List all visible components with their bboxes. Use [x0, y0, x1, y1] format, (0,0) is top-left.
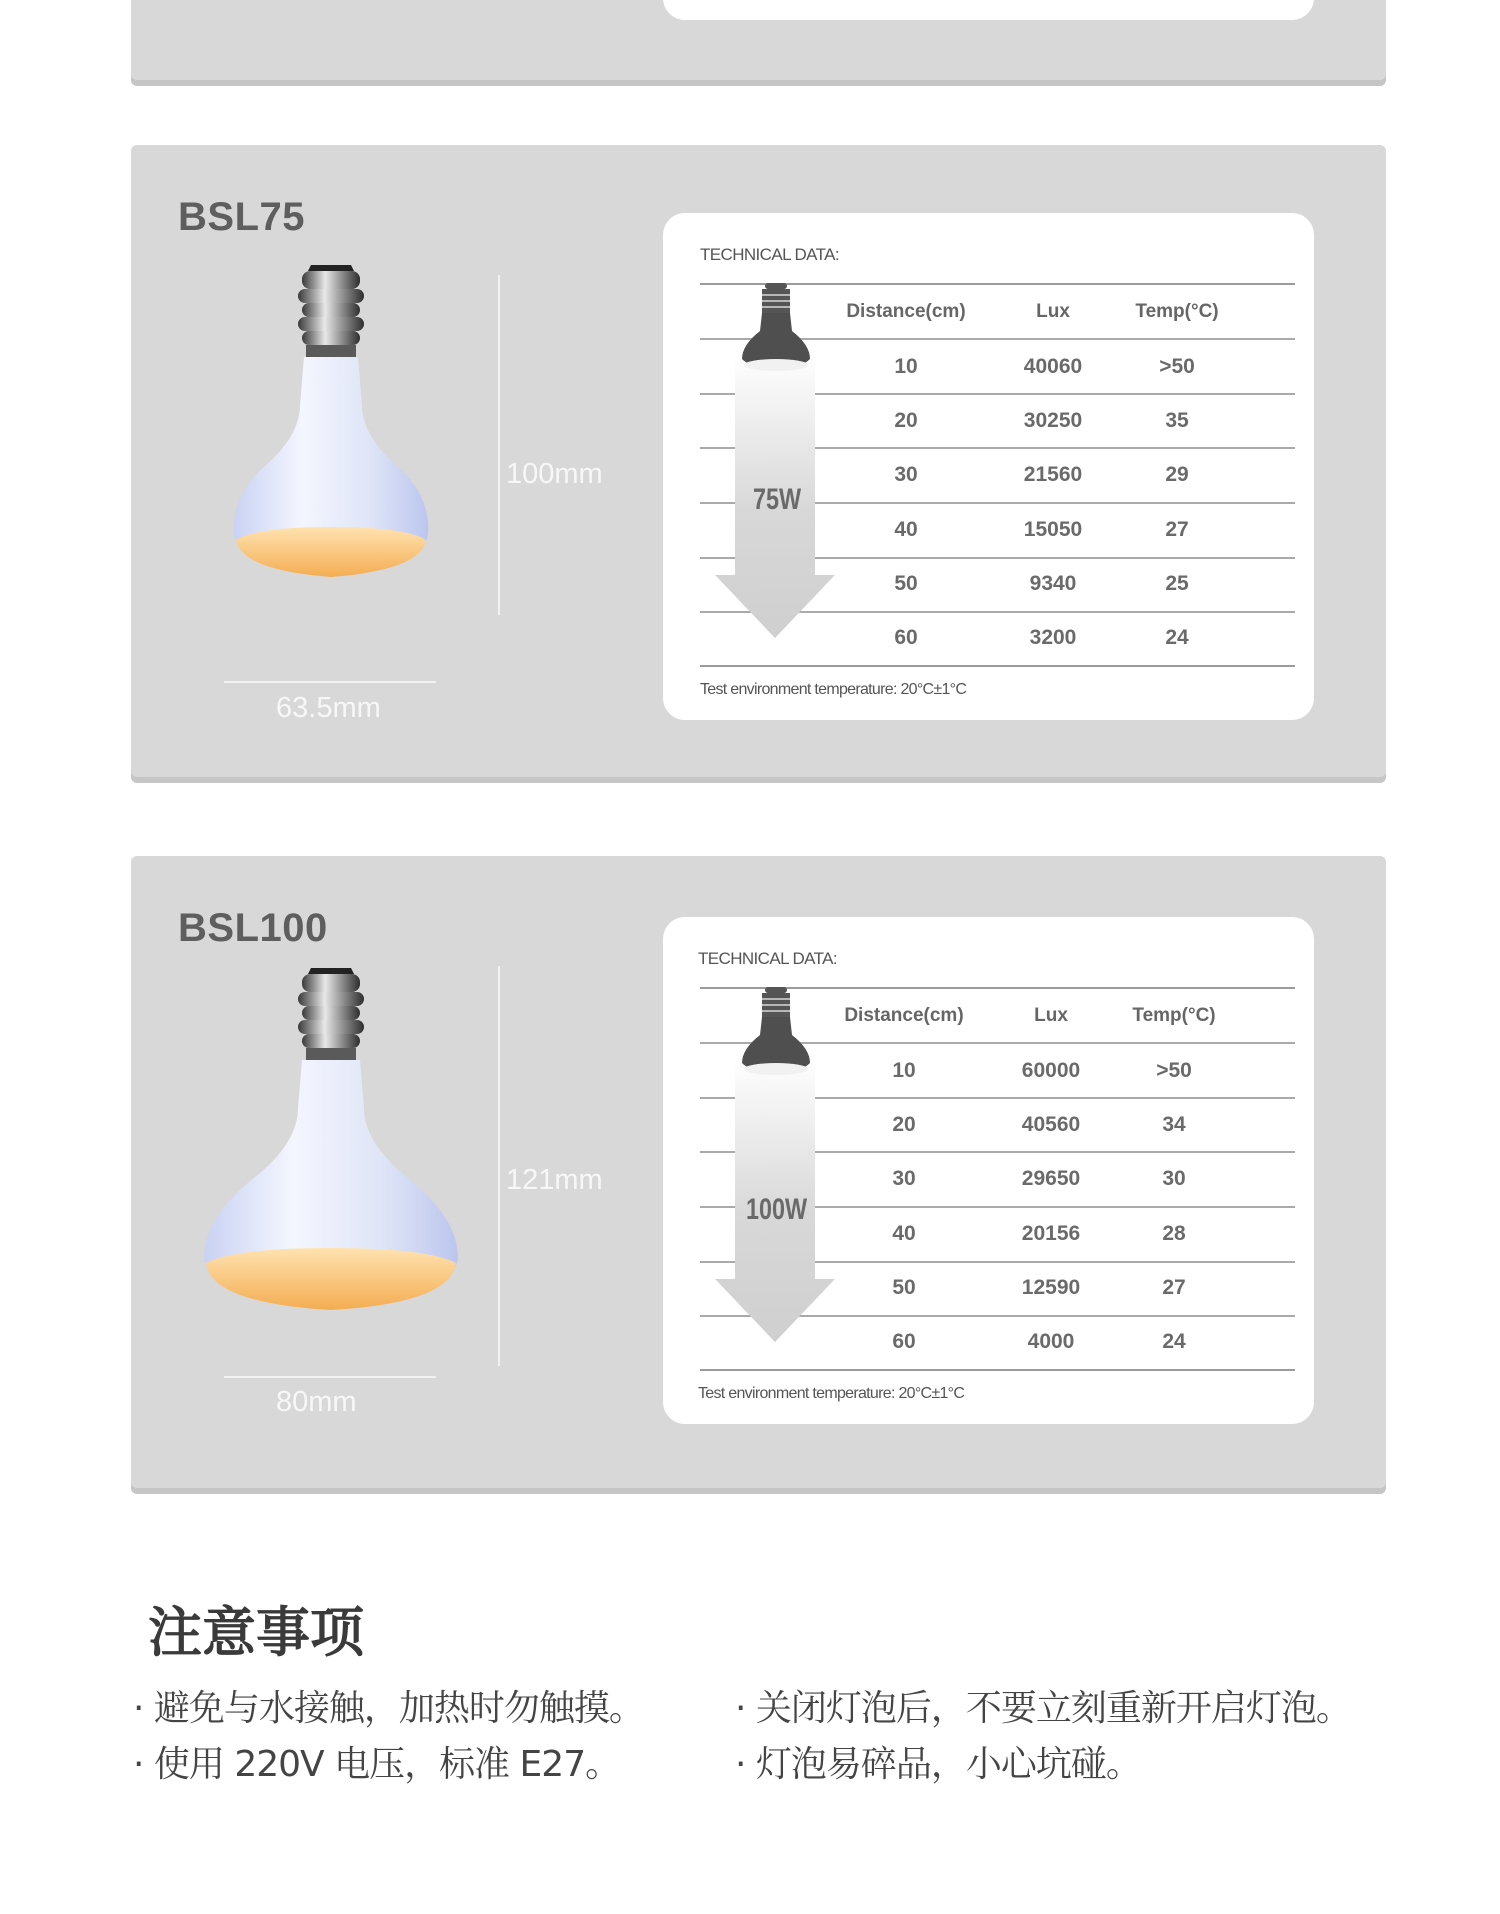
lamp-icon [740, 283, 812, 375]
height-dimension-line [498, 966, 500, 1366]
column-header-temp: Temp(°C) [1132, 1005, 1216, 1026]
tech-heading: TECHNICAL DATA: [698, 949, 837, 968]
tech-heading: TECHNICAL DATA: [700, 245, 839, 264]
model-title: BSL75 [178, 195, 305, 239]
notes-title: 注意事项 [148, 1601, 364, 1664]
width-dimension-line [224, 1376, 436, 1378]
note-item: · 灯泡易碎品，小心坑碰。 [735, 1744, 1141, 1785]
table-cell: 60 [894, 626, 918, 649]
table-cell: 40060 [1023, 355, 1083, 378]
table-cell: 60 [892, 1330, 916, 1353]
table-cell: 35 [1165, 409, 1189, 432]
table-cell: 50 [894, 572, 918, 595]
table-cell: 34 [1162, 1113, 1186, 1136]
technical-data-panel [663, 917, 1314, 1424]
tech-footer: Test environment temperature: 20°C±1°C [698, 1385, 965, 1402]
tech-footer: Test environment temperature: 20°C±1°C [700, 681, 967, 698]
table-cell: 20 [894, 409, 918, 432]
table-rule [700, 1369, 1295, 1371]
table-cell: 3200 [1029, 626, 1077, 649]
table-cell: 30250 [1023, 409, 1083, 432]
note-item: · 关闭灯泡后，不要立刻重新开启灯泡。 [735, 1688, 1351, 1729]
wattage-label: 100W [746, 1193, 808, 1226]
column-header-distance: Distance(cm) [844, 1005, 964, 1026]
table-cell: 24 [1162, 1330, 1186, 1353]
table-cell: 50 [892, 1276, 916, 1299]
table-cell: 20156 [1021, 1222, 1081, 1245]
technical-data-panel [663, 213, 1314, 720]
table-cell: 40560 [1021, 1113, 1081, 1136]
column-header-lux: Lux [1036, 301, 1070, 322]
table-cell: 21560 [1023, 463, 1083, 486]
table-cell: 24 [1165, 626, 1189, 649]
height-label: 100mm [506, 458, 603, 490]
height-dimension-line [498, 275, 500, 615]
table-cell: 30 [892, 1167, 916, 1190]
table-cell: 28 [1162, 1222, 1186, 1245]
bulb-icon [216, 265, 446, 625]
lamp-icon [740, 987, 812, 1079]
table-cell: 40 [892, 1222, 916, 1245]
column-header-distance: Distance(cm) [846, 301, 966, 322]
width-dimension-line [224, 681, 436, 683]
product-card-bsl75 [131, 145, 1386, 777]
table-cell: 9340 [1029, 572, 1077, 595]
table-cell: 15050 [1023, 518, 1083, 541]
table-cell: 30 [894, 463, 918, 486]
width-label: 80mm [276, 1386, 357, 1418]
note-item: · 使用 220V 电压，标准 E27。 [133, 1744, 621, 1785]
table-cell: 12590 [1021, 1276, 1081, 1299]
height-label: 121mm [506, 1164, 603, 1196]
previous-product-card [131, 0, 1386, 80]
table-cell: 60000 [1021, 1059, 1081, 1082]
table-cell: 20 [892, 1113, 916, 1136]
table-cell: 10 [894, 355, 918, 378]
previous-tech-panel [663, 0, 1314, 20]
note-item: · 避免与水接触，加热时勿触摸。 [133, 1688, 644, 1729]
table-cell: 4000 [1027, 1330, 1075, 1353]
product-card-bsl100 [131, 856, 1386, 1488]
table-cell: >50 [1159, 355, 1195, 378]
table-cell: 30 [1162, 1167, 1186, 1190]
table-cell: 27 [1162, 1276, 1186, 1299]
model-title: BSL100 [178, 906, 328, 950]
bulb-icon [196, 968, 466, 1348]
table-cell: 25 [1165, 572, 1189, 595]
wattage-label: 75W [753, 483, 802, 516]
table-cell: 29 [1165, 463, 1189, 486]
table-cell: 29650 [1021, 1167, 1081, 1190]
table-cell: 27 [1165, 518, 1189, 541]
column-header-temp: Temp(°C) [1135, 301, 1219, 322]
column-header-lux: Lux [1034, 1005, 1068, 1026]
table-cell: 10 [892, 1059, 916, 1082]
table-cell: 40 [894, 518, 918, 541]
table-cell: >50 [1156, 1059, 1192, 1082]
width-label: 63.5mm [276, 692, 381, 724]
table-rule [700, 665, 1295, 667]
